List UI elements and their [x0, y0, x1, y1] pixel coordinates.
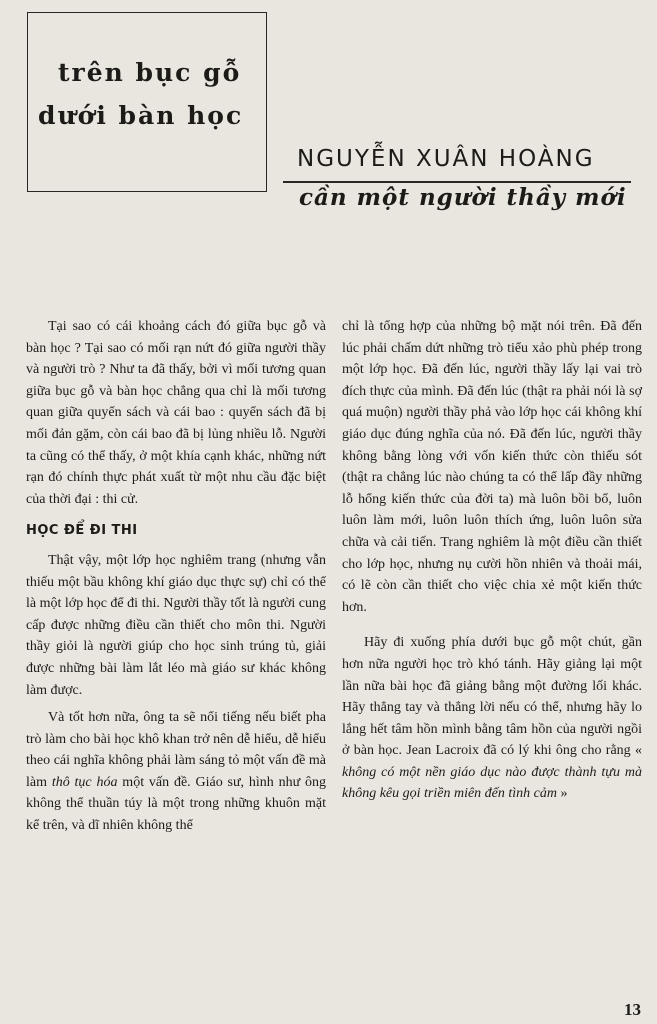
left-column — [26, 316, 326, 837]
left-paragraph-3-emphasis: thô tục hóa — [51, 774, 118, 790]
title-box — [27, 12, 267, 192]
page-number: 13 — [624, 1000, 641, 1019]
left-paragraph-3 — [26, 707, 326, 837]
author-name: NGUYỄN XUÂN HOÀNG — [297, 146, 595, 172]
left-paragraph-3-text-b: một vấn đề. Giáo sư, hình như ông không thể thuần túy là một trong những khuôn mặt kể trên, và dĩ nhiên không thể — [26, 774, 327, 834]
right-column — [342, 316, 642, 805]
right-paragraph-1: chỉ là tổng hợp của những bộ mặt nói trên. Đã đến lúc phải chấm dứt những trò tiểu xảo phù phép trong một lớp học. Đã đến lúc, người thầy lấy lại vai trò đích thực của mình. Đã đến lúc (thật ra phải nói là sợ quá muộn) người thầy phả vào lớp học cái không khí giáo dục đúng nghĩa của nó. Đã đến lúc, người thầy không bằng lòng với vốn kiến thức còn thiếu sót (thật ra chẳng lúc nào chúng ta có thể lấp đầy những lỗ hổng kiến thức của đời ta) mà luôn bồi bổ, luôn luôn làm mới, luôn luôn thích ứng, luôn luôn sửa chữa và cải tiến. Trang nghiêm là một điều cần thiết cho lớp học, nhưng nụ cười hồn nhiên và thoải mái, có lẽ còn cần thiết cho việc chia xẻ một kiến thức hơn. — [342, 319, 642, 615]
left-paragraph-3-text-a: Và tốt hơn nữa, ông ta sẽ nổi tiếng nếu biết pha trò làm cho bài học khô khan trở nên dễ hiểu, dễ hiểu theo cái nghĩa không phải làm sáng tỏ một vấn đề mà làm — [26, 710, 326, 790]
title-line-2: dưới bàn học — [38, 101, 244, 130]
title-line-1: trên bục gỗ — [58, 58, 242, 87]
right-paragraph-2 — [342, 632, 642, 805]
right-paragraph-2-quote: không có một nền giáo dục nào được thành tựu mà không kêu gọi triền miên đến tình cảm — [342, 764, 642, 802]
section-heading: HỌC ĐỂ ĐI THI — [26, 523, 138, 539]
right-paragraph-2-text-a: Hãy đi xuống phía dưới bục gỗ một chút, gần hơn nữa người học trò khó tánh. Hãy giảng lại một lần nữa bài học đã giảng bằng một đường lối khác. Hãy thẳng tay và thẳng lời nếu có thể, nhưng hãy lo lắng hết tâm hồn mình bằng tâm hồn của người ngồi ở bàn học. Jean Lacroix đã có lý khi ông cho rằng « — [342, 635, 642, 759]
right-paragraph-2-text-b: » — [557, 786, 568, 802]
left-paragraph-1: Tại sao có cái khoảng cách đó giữa bục gỗ và bàn học ? Tại sao có mối rạn nứt đó giữa người thầy và người trò ? Như ta đã thấy, bởi vì mối tương quan giữa bục gỗ và bàn học chẳng qua chỉ là mối tương quan giữa quyển sách và cái bao : quyển sách đã bị mối đản gặm, còn cái bao đã bị lủng nhiều lỗ. Người ta cũng có thể thấy, ở một khía cạnh khác, những nứt rạn đó chính thực phát xuất từ một nhu cầu đặc biệt của thời đại : thi cử. — [26, 319, 326, 507]
left-paragraph-2: Thật vậy, một lớp học nghiêm trang (nhưng vẫn thiếu một bầu không khí giáo dục thực sự) chỉ có thể là một lớp học để đi thi. Người thầy tốt là người cung cấp được những điều cần thiết cho môn thi. Người thầy giỏi là người giúp cho học sinh trúng tủ, giải được những bài làm lắt léo mà giáo sư khác không làm được. — [26, 552, 326, 698]
title-rule — [283, 181, 631, 183]
article-subtitle: cần một người thầy mới — [299, 184, 627, 211]
